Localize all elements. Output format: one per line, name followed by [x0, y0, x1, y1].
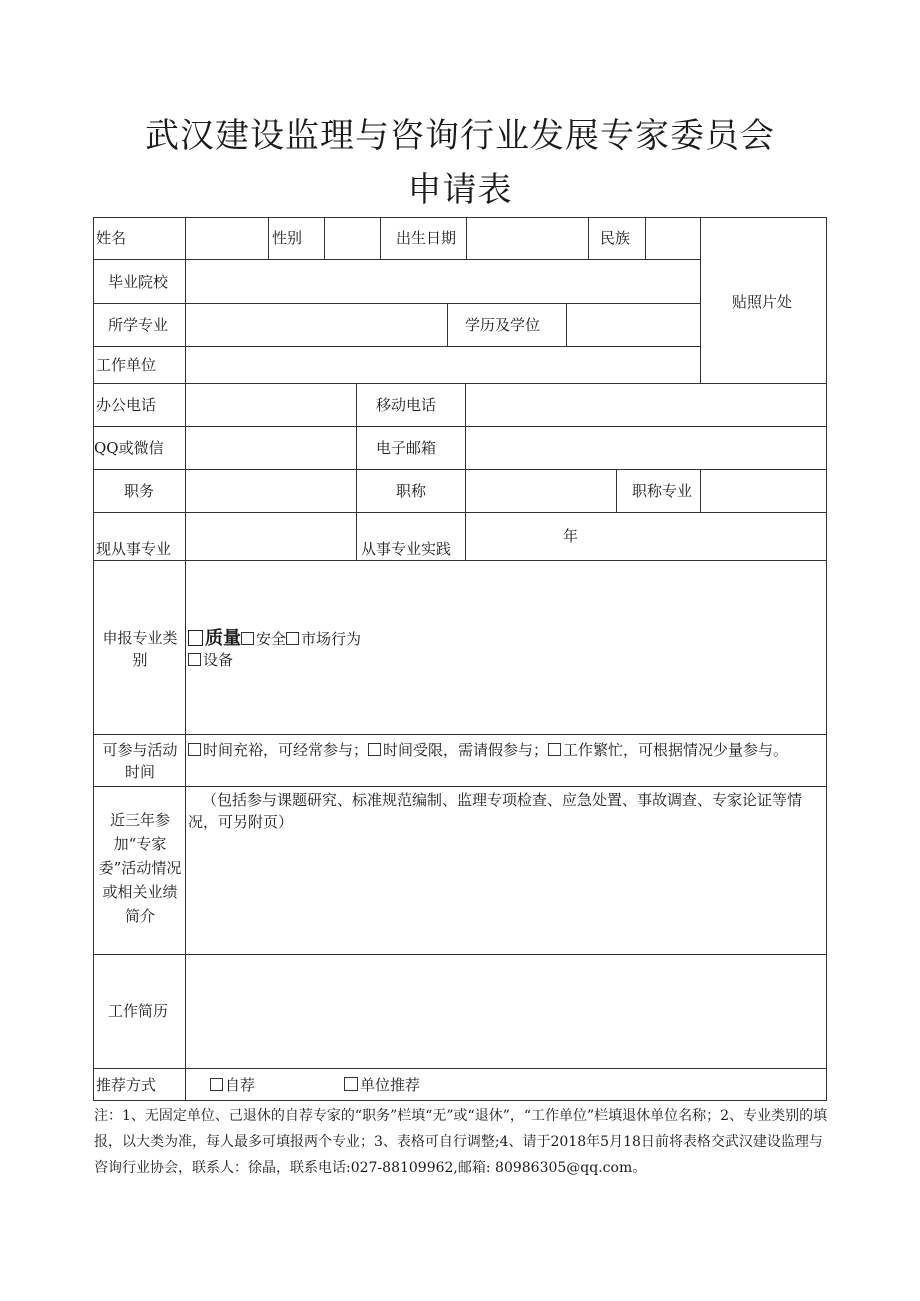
- checkbox-icon: [241, 632, 254, 645]
- form-subtitle: 申请表: [407, 170, 513, 210]
- employer-label: 工作单位: [96, 356, 157, 374]
- title-label: 职称: [396, 482, 427, 500]
- checkbox-icon: [548, 743, 561, 756]
- office-phone-field[interactable]: [186, 384, 356, 426]
- history-field[interactable]: [186, 840, 826, 954]
- practice-years-field[interactable]: [466, 513, 826, 560]
- checkbox-icon: [210, 1078, 223, 1091]
- category-equipment-checkbox[interactable]: 设备: [188, 649, 233, 670]
- activity-flexible-checkbox[interactable]: 时间充裕，可经常参与；: [188, 741, 368, 759]
- checkbox-icon: [344, 1077, 358, 1091]
- major-label: 所学专业: [108, 316, 169, 334]
- ethnicity-label: 民族: [600, 229, 631, 247]
- birth-date-label: 出生日期: [396, 229, 457, 247]
- resume-field[interactable]: [186, 955, 826, 1068]
- title-major-field[interactable]: [701, 470, 826, 512]
- checkbox-icon: [286, 632, 299, 645]
- recommend-label: 推荐方式: [96, 1076, 157, 1094]
- email-label: 电子邮箱: [376, 439, 437, 457]
- current-major-label: 现从事专业: [96, 540, 172, 558]
- recommend-org-checkbox[interactable]: 单位推荐: [344, 1076, 420, 1094]
- birth-date-field[interactable]: [467, 218, 588, 259]
- checkbox-icon: [188, 630, 203, 646]
- degree-field[interactable]: [567, 304, 700, 346]
- category-label: 申报专业类别: [102, 629, 178, 669]
- activity-busy-checkbox[interactable]: 工作繁忙，可根据情况少量参与。: [548, 741, 788, 759]
- checkbox-icon: [188, 743, 201, 756]
- major-field[interactable]: [186, 304, 447, 346]
- form-title: 武汉建设监理与咨询行业发展专家委员会: [145, 116, 775, 156]
- position-label: 职务: [124, 482, 155, 500]
- mobile-label: 移动电话: [376, 396, 437, 414]
- name-field[interactable]: [186, 218, 268, 259]
- school-field[interactable]: [186, 260, 700, 303]
- recommend-self-checkbox[interactable]: 自荐: [210, 1076, 255, 1094]
- office-phone-label: 办公电话: [96, 396, 157, 414]
- category-quality-checkbox[interactable]: 质量: [188, 629, 241, 648]
- gender-field[interactable]: [325, 218, 380, 259]
- history-hint: （包括参与课题研究、标准规范编制、监理专项检查、应急处置、事故调查、专家论证等情况，可另附页）: [188, 791, 803, 831]
- school-label: 毕业院校: [108, 273, 169, 291]
- degree-label: 学历及学位: [465, 316, 541, 334]
- category-market-checkbox[interactable]: 市场行为: [286, 630, 361, 648]
- qq-wechat-field[interactable]: [186, 427, 356, 469]
- category-safety-checkbox[interactable]: 安全: [241, 630, 286, 648]
- activity-label: 可参与活动时间: [102, 741, 178, 781]
- footnote: 注：1、无固定单位、己退休的自荐专家的“职务”栏填“无”或“退休”，“工作单位”栏填退休单位名称；2、专业类别的填报，以大类为准，每人最多可填报两个专业；3、表格可自行调整;4、请于2018年5月18日前将表格交武汉建设监理与咨询行业协会，联系人：徐晶，联系电话:027-88109962,邮箱: 80986305@qq.com。: [94, 1108, 828, 1176]
- practice-years-label: 从事专业实践: [361, 540, 452, 558]
- gender-label: 性别: [272, 229, 303, 247]
- checkbox-icon: [368, 743, 381, 756]
- title-field[interactable]: [466, 470, 616, 512]
- position-field[interactable]: [186, 470, 356, 512]
- email-field[interactable]: [466, 427, 826, 469]
- employer-field[interactable]: [186, 347, 700, 383]
- name-label: 姓名: [96, 229, 127, 247]
- checkbox-icon: [188, 653, 201, 666]
- activity-limited-checkbox[interactable]: 时间受限，需请假参与；: [368, 741, 548, 759]
- photo-label: 贴照片处: [732, 293, 793, 311]
- resume-label: 工作简历: [108, 1002, 169, 1020]
- photo-area[interactable]: [700, 217, 826, 383]
- mobile-field[interactable]: [466, 384, 826, 426]
- qq-wechat-label: QQ或微信: [94, 439, 164, 457]
- current-major-field[interactable]: [186, 513, 356, 560]
- years-unit: 年: [563, 527, 579, 545]
- title-major-label: 职称专业: [632, 482, 693, 500]
- history-label: 近三年参加“专家委”活动情况或相关业绩简介: [98, 811, 182, 925]
- ethnicity-field[interactable]: [646, 218, 700, 259]
